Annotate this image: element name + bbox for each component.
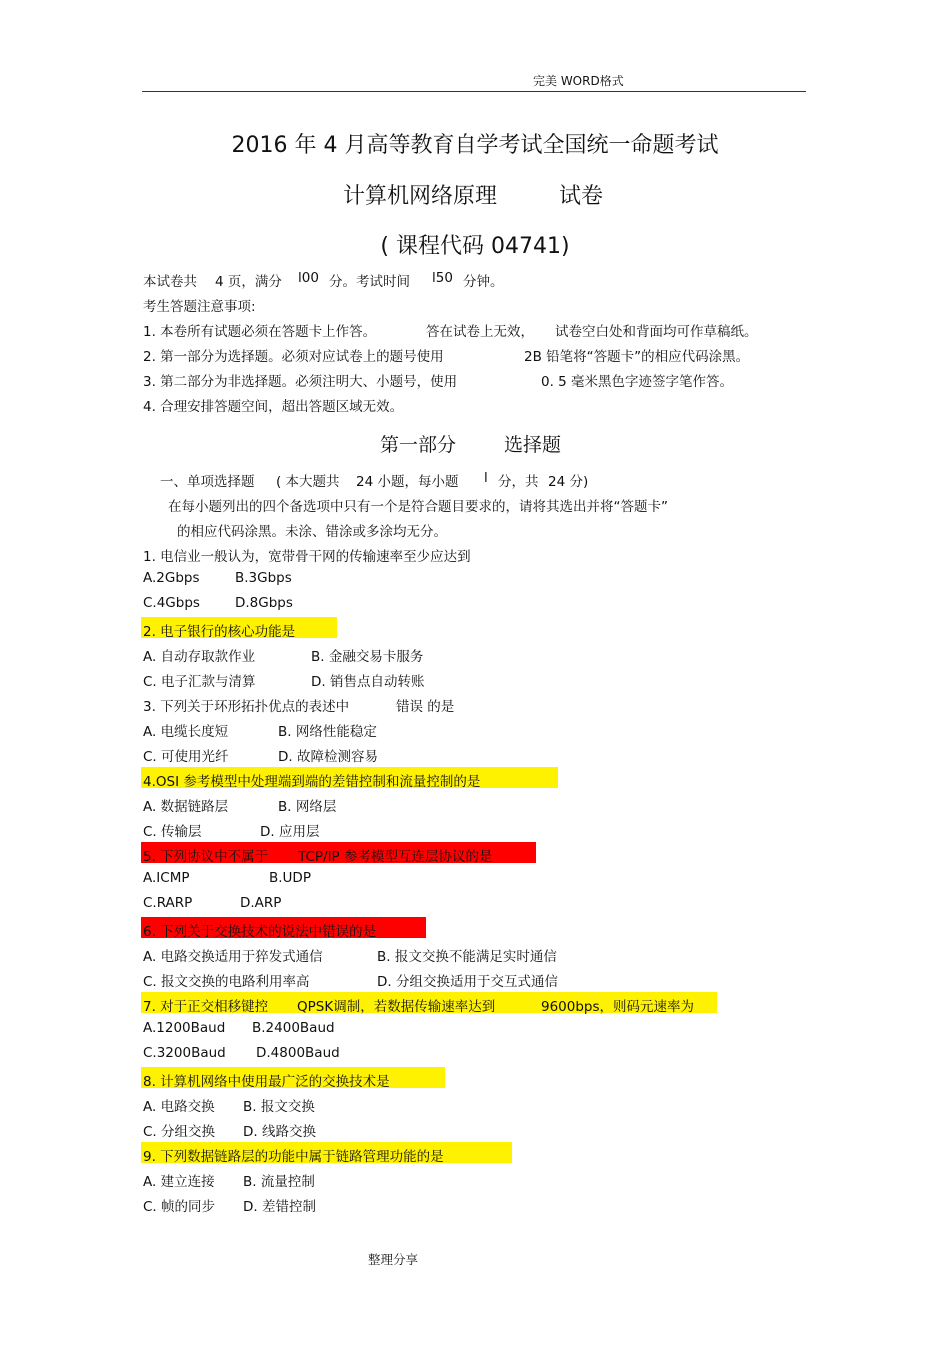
- notice-part: 2. 第一部分为选择题。必须对应试卷上的题号使用: [143, 349, 444, 365]
- question-stem: 5. 下列协议中不属于: [143, 849, 269, 865]
- option: C. 传输层: [143, 824, 202, 840]
- option: C.4Gbps: [143, 595, 200, 611]
- option: D. 故障检测容易: [278, 749, 378, 765]
- option: B. 报文交换不能满足实时通信: [377, 949, 557, 965]
- option: B.UDP: [269, 870, 311, 886]
- option: C. 报文交换的电路利用率高: [143, 974, 310, 990]
- notice-part: 试卷空白处和背面均可作草稿纸。: [555, 324, 758, 340]
- intro-part: l00: [298, 270, 319, 286]
- question-stem: 9600bps，则码元速率为: [541, 999, 695, 1015]
- option: C. 电子汇款与清算: [143, 674, 256, 690]
- question-stem: TCP/IP 参考模型互连层协议的是: [298, 849, 493, 865]
- option: D. 线路交换: [243, 1124, 316, 1140]
- option: B. 流量控制: [243, 1174, 315, 1190]
- option: A. 建立连接: [143, 1174, 215, 1190]
- intro-part: 4 页，满分: [215, 274, 282, 290]
- option: B. 网络层: [278, 799, 337, 815]
- question-stem: 1. 电信业一般认为，宽带骨干网的传输速率至少应达到: [143, 549, 471, 565]
- intro-part: 本试卷共: [143, 274, 197, 290]
- notice-heading: 考生答题注意事项:: [143, 299, 256, 315]
- page-header-text: 完美 WORD格式: [533, 74, 624, 88]
- notice-part: 0. 5 毫米黑色字迹签字笔作答。: [541, 374, 734, 390]
- question-stem: 9. 下列数据链路层的功能中属于链路管理功能的是: [143, 1149, 444, 1165]
- option: D. 差错控制: [243, 1199, 316, 1215]
- option: C. 可使用光纤: [143, 749, 229, 765]
- option: D. 应用层: [260, 824, 320, 840]
- question-stem: 8. 计算机网络中使用最广泛的交换技术是: [143, 1074, 390, 1090]
- option: D. 分组交换适用于交互式通信: [377, 974, 558, 990]
- notice-part: 1. 本卷所有试题必须在答题卡上作答。: [143, 324, 377, 340]
- question-stem: 7. 对于正交相移键控: [143, 999, 269, 1015]
- question-stem: 2. 电子银行的核心功能是: [143, 624, 296, 640]
- question-stem: QPSK调制，若数据传输速率达到: [297, 999, 496, 1015]
- option: D.4800Baud: [256, 1045, 340, 1061]
- part-subtitle: 选择题: [504, 434, 562, 456]
- option: A.2Gbps: [143, 570, 200, 586]
- intro-part: l50: [432, 270, 453, 286]
- option: A. 电路交换适用于猝发式通信: [143, 949, 323, 965]
- option: C.3200Baud: [143, 1045, 226, 1061]
- option: A. 电缆长度短: [143, 724, 229, 740]
- option: B. 金融交易卡服务: [311, 649, 424, 665]
- question-stem-emphasis: 错误 的是: [396, 699, 455, 715]
- option: B.2400Baud: [252, 1020, 335, 1036]
- part-title: 第一部分: [380, 434, 457, 456]
- question-stem: 4.OSI 参考模型中处理端到端的差错控制和流量控制的是: [143, 774, 481, 790]
- option: A.1200Baud: [143, 1020, 226, 1036]
- section-instruction: 的相应代码涂黑。未涂、错涂或多涂均无分。: [177, 524, 447, 540]
- section-instruction: 在每小题列出的四个备选项中只有一个是符合题目要求的，请将其选出并将“答题卡”: [168, 499, 668, 515]
- section-part: ( 本大题共: [276, 474, 340, 490]
- intro-part: 分钟。: [463, 274, 504, 290]
- option: D. 销售点自动转账: [311, 674, 425, 690]
- option: B.3Gbps: [235, 570, 292, 586]
- exam-title: 2016 年 4 月高等教育自学考试全国统一命题考试: [231, 133, 719, 158]
- paper-label: 试卷: [559, 184, 604, 209]
- course-name: 计算机网络原理: [343, 184, 498, 209]
- option: C. 帧的同步: [143, 1199, 216, 1215]
- option: A. 数据链路层: [143, 799, 229, 815]
- notice-part: 2B 铅笔将“答题卡”的相应代码涂黑。: [524, 349, 750, 365]
- notice-4: 4. 合理安排答题空间，超出答题区域无效。: [143, 399, 404, 415]
- notice-part: 3. 第二部分为非选择题。必须注明大、小题号，使用: [143, 374, 458, 390]
- option: B. 报文交换: [243, 1099, 315, 1115]
- course-code: ( 课程代码 04741): [380, 234, 570, 259]
- section-part: 24 小题，每小题: [356, 474, 459, 490]
- option: A. 自动存取款作业: [143, 649, 256, 665]
- option: D.8Gbps: [235, 595, 293, 611]
- page-footer-text: 整理分享: [368, 1252, 419, 1267]
- notice-part: 答在试卷上无效，: [426, 324, 534, 340]
- question-stem: 3. 下列关于环形拓扑优点的表述中: [143, 699, 350, 715]
- option: A. 电路交换: [143, 1099, 215, 1115]
- option: B. 网络性能稳定: [278, 724, 377, 740]
- option: D.ARP: [240, 895, 282, 911]
- section-part: 分，共: [498, 474, 539, 490]
- option: A.ICMP: [143, 870, 190, 886]
- option: C. 分组交换: [143, 1124, 216, 1140]
- section-part: 一、单项选择题: [160, 474, 255, 490]
- option: C.RARP: [143, 895, 193, 911]
- header-divider: [142, 91, 806, 92]
- intro-part: 分。考试时间: [329, 274, 410, 290]
- section-part: 24 分): [548, 474, 589, 490]
- question-stem: 6. 下列关于交换技术的说法中错误的是: [143, 924, 377, 940]
- section-part: l: [484, 470, 488, 486]
